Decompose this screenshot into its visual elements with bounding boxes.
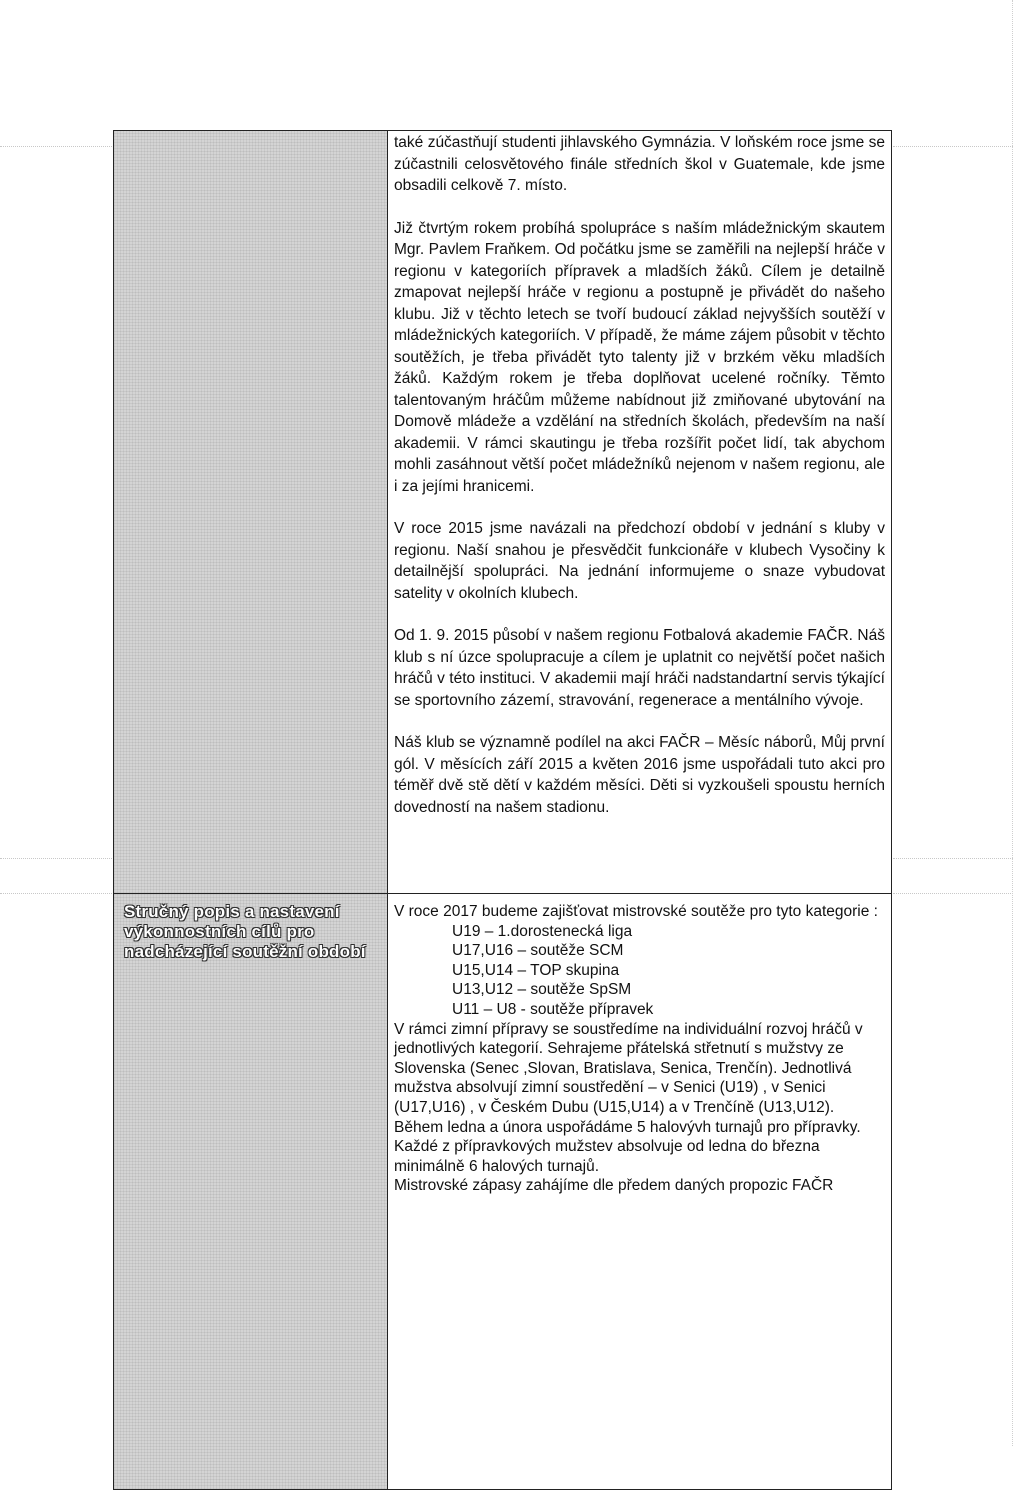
list-item: U19 – 1.dorostenecká liga	[452, 922, 633, 940]
scan-artifact-vline	[1012, 0, 1013, 1446]
scan-artifact-line	[893, 858, 1013, 859]
indoor-tournaments-text: Během ledna a února uspořádáme 5 halovývh turnajů pro přípravky. Každé z přípravkových mužstev absolvuje od ledna do března minimálně 6 halových turnajů.	[394, 1118, 861, 1175]
competitions-intro: V roce 2017 budeme zajišťovat mistrovské soutěže pro tyto kategorie :	[394, 903, 878, 920]
list-item: U13,U12 – soutěže SpSM	[452, 981, 632, 999]
label-cell-empty	[114, 131, 388, 893]
label-cell	[114, 894, 388, 1489]
list-item: U17,U16 – soutěže SCM	[452, 942, 624, 960]
scan-artifact-line	[893, 893, 1013, 894]
category-list	[394, 922, 885, 1020]
scan-artifact-line	[0, 858, 112, 859]
paragraph-club-cooperation: V roce 2015 jsme navázali na předchozí období v jednání s kluby v regionu. Naší snahou je přesvědčit funkcionáře v klubech Vysočiny k detailnější spolupráci. Na jednání informujeme o snaze vybudovat satelity v okolních klubech.	[394, 520, 885, 602]
table-row	[114, 893, 891, 1489]
winter-preparation-text: V rámci zimní přípravy se soustředíme na individuální rozvoj hráčů v jednotlivých kategorií. Sehrajeme přátelská střetnutí s mužstvy ze Slovenska (Senec ,Slovan, Bratislava, Senica, Trenčín). Jednotlivá mužstva absolvují zimní soustředění – v Senici (U19) , v Senici (U17,U16) , v Českém Dubu (U15,U14) a v Trenčíně (U13,U12).	[394, 1020, 863, 1116]
list-item: U15,U14 – TOP skupina	[452, 961, 620, 979]
paragraph-facr-academy: Od 1. 9. 2015 působí v našem regionu Fotbalová akademie FAČR. Náš klub s ní úzce spolupracuje a cílem je uplatnit co největší počet našich hráčů v této instituci. V akademii mají hráči nadstandartní servis týkající se sportovního zázemí, stravování, regenerace a mentálního vývoje.	[394, 627, 885, 709]
paragraph-scouting: Již čtvrtým rokem probíhá spolupráce s naším mládežnickým skautem Mgr. Pavlem Fraňkem. Od počátku jsme se zaměřili na nejlepší hráče v regionu v kategoriích přípravek a mladších žáků. Cílem je detailně zmapovat nejlepší hráče v regionu a postupně je přivádět do našeho klubu. Již v těchto letech se tvoří budoucí základ nejvyšších soutěží v mládežnických kategoriích. V případě, že máme zájem působit v těchto soutěžích, je třeba přivádět tyto talenty již v brzkém věku mladších žáků. Každým rokem je třeba doplňovat ucelené ročníky. Těmto talentovaným hráčům můžeme nabídnout již zmiňované ubytování na Domově mládeže a vzdělání na středních školách, především na naší akademii. V rámci skautingu je třeba rozšířit počet lidí, tak abychom mohli zasáhnout větší počet mládežníků nejenom v našem regionu, ale i za jejími hranicemi.	[394, 219, 885, 495]
list-item: U11 – U8 - soutěže přípravek	[452, 1000, 654, 1018]
scan-artifact-line	[0, 893, 112, 894]
section-label-goals: Stručný popis a nastavení výkonnostních cílů pro nadcházející soutěžní období	[124, 902, 366, 961]
scan-artifact-line	[0, 146, 112, 147]
paragraph-recruitment-month: Náš klub se významně podílel na akci FAČR – Měsíc náborů, Můj první gól. V měsících září 2015 a květen 2016 jsme uspořádali tuto akci pro téměř dvě stě dětí v každém měsíci. Děti si vyzkoušeli spoustu herních dovedností na našem stadionu.	[394, 734, 885, 816]
content-cell	[388, 131, 891, 893]
league-matches-text: Mistrovské zápasy zahájíme dle předem daných propozic FAČR	[394, 1177, 834, 1195]
table-row	[114, 131, 891, 893]
form-table	[113, 130, 892, 1490]
paragraph-gymnazium: také zúčastňují studenti jihlavského Gymnázia. V loňském roce jsme se zúčastnili celosvětového finále středních škol v Guatemale, kde jsme obsadili celkově 7. místo.	[394, 134, 885, 194]
scan-artifact-line	[893, 146, 1013, 147]
content-cell	[388, 894, 891, 1489]
